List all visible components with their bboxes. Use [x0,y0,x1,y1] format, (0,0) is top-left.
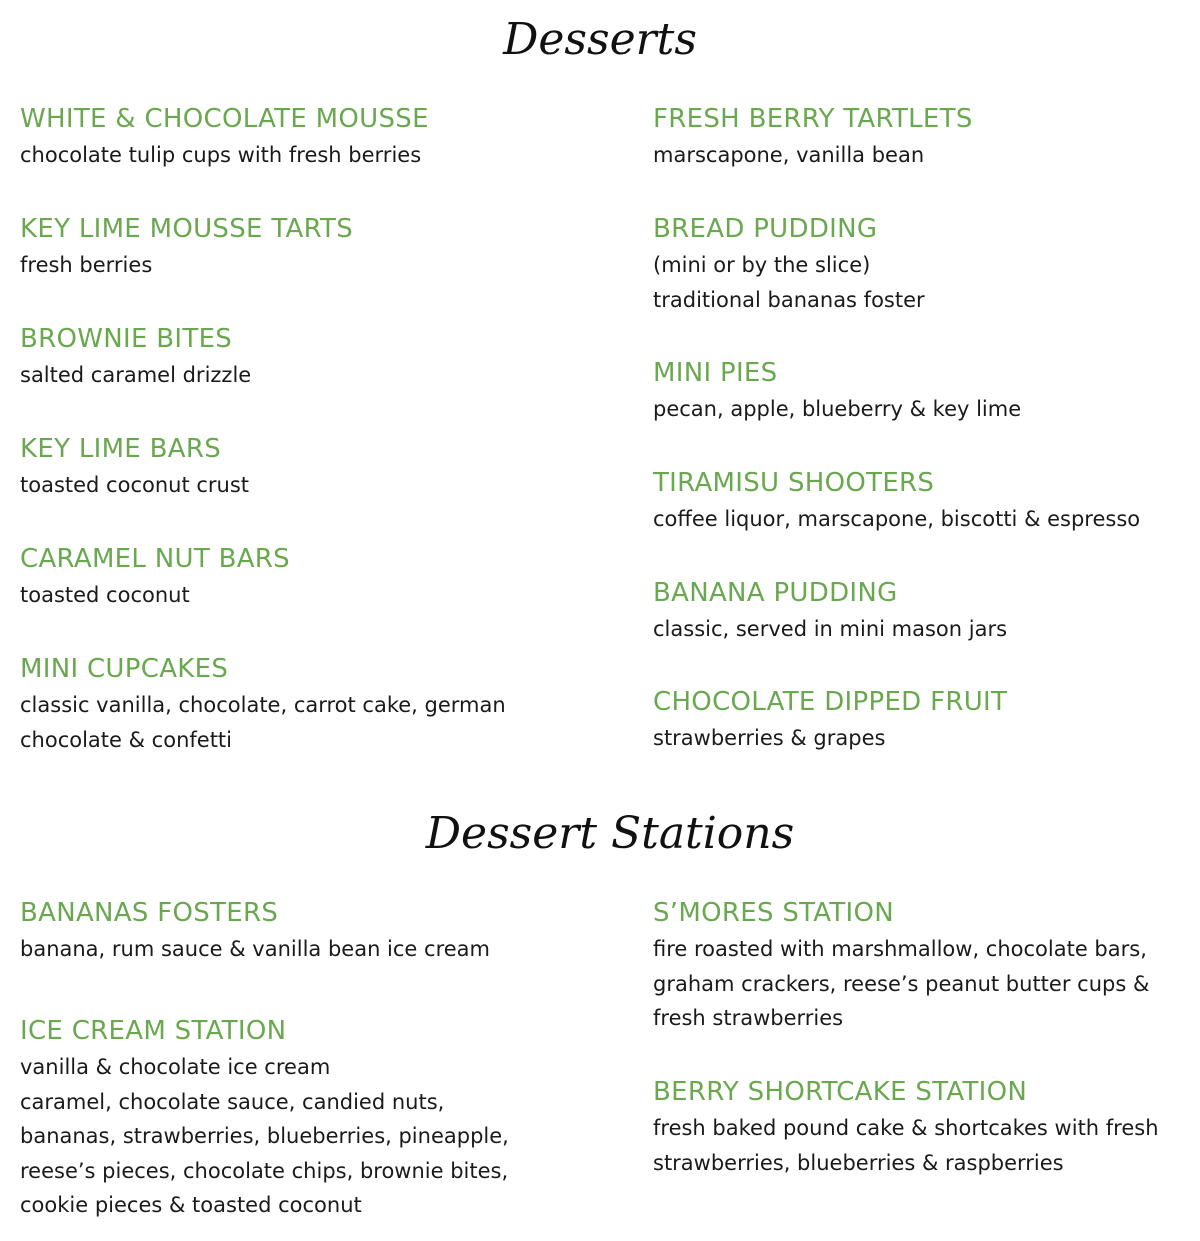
item-name: FRESH BERRY TARTLETS [653,104,973,134]
item-name: MINI CUPCAKES [20,654,229,684]
menu-item [20,543,580,613]
item-description: chocolate tulip cups with fresh berries [20,143,422,167]
menu-item [20,103,580,173]
menu-item [20,1015,580,1223]
item-name: KEY LIME MOUSSE TARTS [20,214,354,244]
item-description: banana, rum sauce & vanilla bean ice cream [20,937,490,961]
item-name: BANANAS FOSTERS [20,898,279,928]
item-description: pecan, apple, blueberry & key lime [653,397,1022,421]
item-name: CARAMEL NUT BARS [20,544,290,574]
item-description: toasted coconut [20,583,190,607]
item-description: classic vanilla, chocolate, carrot cake, german [20,693,506,717]
item-description: fresh berries [20,253,153,277]
item-description: fresh strawberries [653,1006,844,1030]
item-description: (mini or by the slice) [653,253,871,277]
item-description: graham crackers, reese’s peanut butter cups & [653,971,1150,996]
item-description: vanilla & chocolate ice cream [20,1055,331,1079]
item-description: fire roasted with marshmallow, chocolate bars, [653,937,1147,961]
item-description: reese’s pieces, chocolate chips, brownie bites, [20,1158,509,1183]
item-description: cookie pieces & toasted coconut [20,1193,362,1217]
item-description: toasted coconut crust [20,473,250,497]
item-description: coffee liquor, marscapone, biscotti & espresso [653,507,1141,531]
item-description: bananas, strawberries, blueberries, pineapple, [20,1124,509,1148]
item-name: MINI PIES [653,358,778,388]
item-name: ICE CREAM STATION [20,1016,287,1046]
item-name: WHITE & CHOCOLATE MOUSSE [20,104,429,134]
menu-item [653,897,1200,1036]
item-description: strawberries & grapes [653,726,886,750]
item-description: strawberries, blueberries & raspberries [653,1150,1064,1175]
item-name: BANANA PUDDING [653,578,898,608]
menu-item [653,357,1200,427]
item-name: BERRY SHORTCAKE STATION [653,1077,1028,1107]
menu-item [653,467,1200,537]
menu-item [20,653,580,757]
menu-item [20,897,580,967]
item-description: traditional bananas foster [653,287,925,312]
item-description: fresh baked pound cake & shortcakes with fresh [653,1116,1159,1140]
menu-item [20,433,580,503]
item-name: TIRAMISU SHOOTERS [653,468,935,498]
item-description: caramel, chocolate sauce, candied nuts, [20,1089,445,1114]
item-name: BROWNIE BITES [20,324,233,354]
menu-item [653,577,1200,647]
item-description: classic, served in mini mason jars [653,617,1008,641]
menu-item [20,213,580,283]
menu-item [653,1076,1200,1180]
desserts-title: Desserts [503,14,697,65]
item-description: marscapone, vanilla bean [653,143,925,167]
item-name: S’MORES STATION [653,898,895,928]
item-name: CHOCOLATE DIPPED FRUIT [653,687,1008,717]
menu-item [653,686,1200,756]
dessert-stations-title: Dessert Stations [425,808,795,859]
item-description: salted caramel drizzle [20,363,252,387]
item-name: BREAD PUDDING [653,214,878,244]
item-description: chocolate & confetti [20,727,232,752]
item-name: KEY LIME BARS [20,434,221,464]
menu-item [653,103,1200,173]
menu-item [20,323,580,393]
menu-item [653,213,1200,317]
